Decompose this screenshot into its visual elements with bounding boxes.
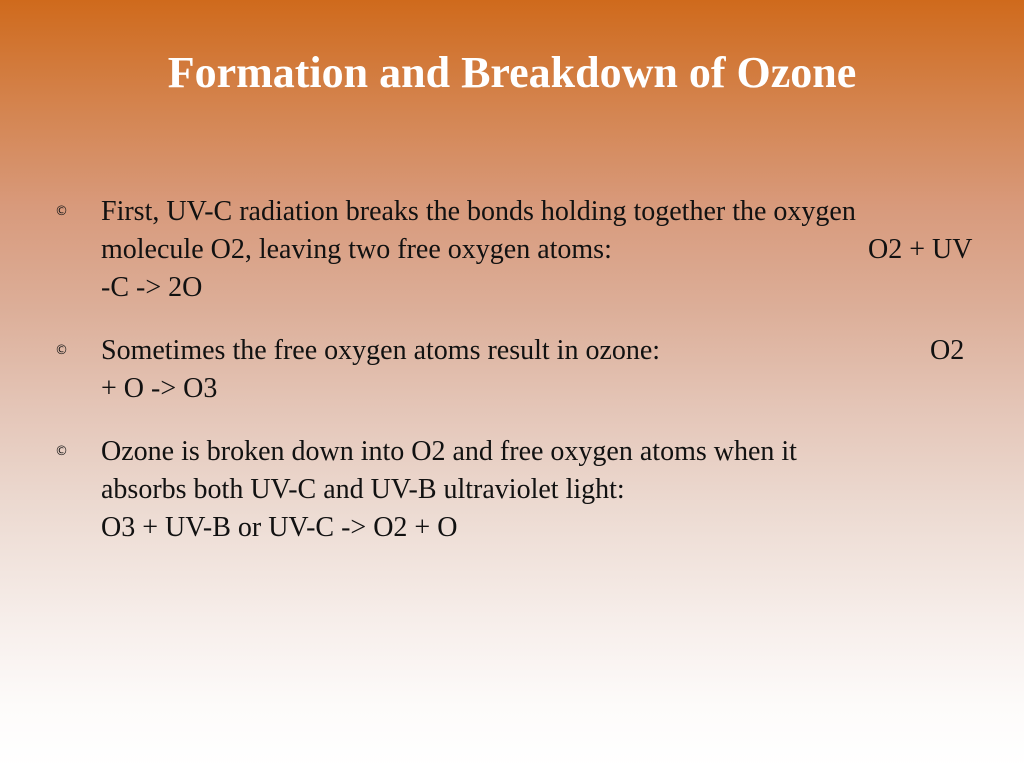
bullet-line — [101, 269, 1001, 307]
bullet-line — [101, 471, 1001, 509]
bullet-line-text: -C -> 2O — [101, 272, 203, 303]
bullet-line — [101, 433, 1001, 471]
bullet-line — [101, 231, 1001, 269]
bullet-line — [101, 193, 1001, 231]
bullet-line — [101, 332, 1001, 370]
slide-title: Formation and Breakdown of Ozone — [167, 48, 857, 97]
bullet-line — [101, 370, 1001, 408]
bullet-marker-icon: © — [55, 343, 68, 358]
bullet-line-text: absorbs both UV-C and UV-B ultraviolet light: — [101, 474, 625, 505]
bullet-line-text: molecule O2, leaving two free oxygen atoms: — [101, 234, 612, 265]
bullet-line-text: O3 + UV-B or UV-C -> O2 + O — [101, 512, 458, 543]
bullet-line-text: Ozone is broken down into O2 and free oxygen atoms when it — [101, 436, 797, 467]
equation-fragment: O2 + UV — [868, 234, 973, 265]
bullet-marker-icon: © — [55, 204, 68, 219]
bullet-line-text: First, UV-C radiation breaks the bonds holding together the oxygen — [101, 196, 856, 227]
bullet-line-text: + O -> O3 — [101, 373, 218, 404]
bullet-line-text: Sometimes the free oxygen atoms result in ozone: — [101, 335, 661, 366]
bullet-text — [101, 433, 1001, 547]
bullet-text — [101, 332, 1001, 408]
bullet-text — [101, 193, 1001, 307]
bullet-line — [101, 509, 1001, 547]
equation-fragment: O2 — [930, 335, 965, 366]
bullet-marker-icon: © — [55, 444, 68, 459]
